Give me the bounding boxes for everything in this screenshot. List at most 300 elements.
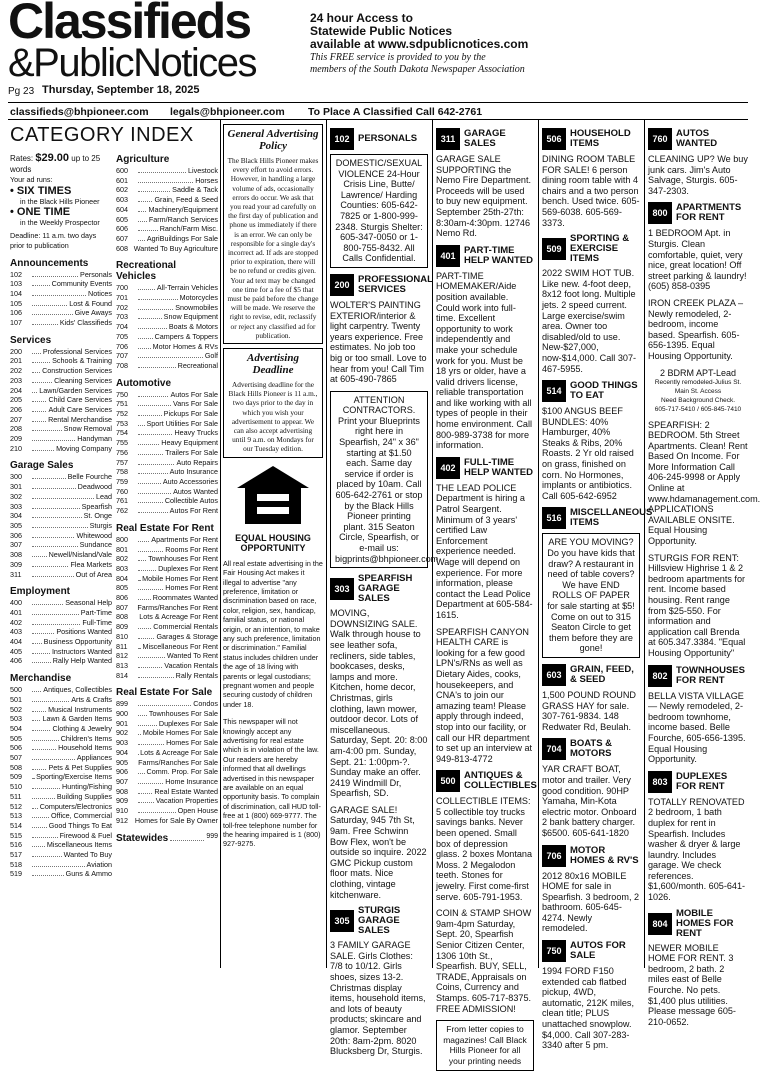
- index-col1: [10, 149, 112, 879]
- index-item[interactable]: [116, 806, 218, 816]
- index-item[interactable]: [116, 205, 218, 215]
- index-item[interactable]: [116, 738, 218, 748]
- ad-beef: $100 ANGUS BEEF BUNDLES: 40% Hamburger, 40% Steaks & Ribs, 20% Roasts. 2 Yr old raised on grass, finished on corn. No Hormones, implants or antibiotics. Call 605-642-6952: [542, 406, 640, 501]
- index-item[interactable]: [116, 195, 218, 205]
- index-sections-right: [116, 154, 218, 825]
- index-item-number: 703: [116, 312, 136, 322]
- dot-leader: [32, 831, 58, 838]
- index-item-label: Mobile Homes For Sale: [143, 728, 218, 738]
- index-item[interactable]: [10, 734, 112, 744]
- index-item-label: Snow Equipment: [164, 312, 218, 322]
- index-item[interactable]: [116, 458, 218, 468]
- index-item-number: 301: [10, 482, 30, 492]
- index-item[interactable]: [116, 215, 218, 225]
- index-item-label: AgriBuildings For Sale: [147, 234, 218, 244]
- index-item[interactable]: [116, 816, 218, 826]
- dot-leader: [138, 303, 173, 310]
- policy-body: The Black Hills Pioneer makes every effort to avoid errors. However, in handling a large volume of ads, occasionally errors do occur. We ask that you read your ad carefully on the first day of publication and phone us immediately if there is an error. We can only be responsible for a single day's incorrect ad. If ads are stopped prior to expiration, there will be no refund or credits given. Your ad text may be changed one time for a fee of $5 that must be paid before the change will be made. We reserve the right to revise, edit, reclassify or reject any classified ad for publication.: [227, 156, 319, 340]
- index-item-number: 401: [10, 608, 30, 618]
- index-item[interactable]: [10, 482, 112, 492]
- index-item[interactable]: [10, 502, 112, 512]
- index-item-label: Full-Time: [82, 618, 112, 628]
- index-item-label: Newell/Nisland/Vale: [49, 550, 112, 560]
- index-item-number: 899: [116, 699, 136, 709]
- index-item-number: 607: [116, 234, 136, 244]
- index-item[interactable]: [10, 521, 112, 531]
- index-item-number: 511: [10, 792, 30, 802]
- index-item-label: Miscellaneous For Rent: [142, 642, 218, 652]
- index-item[interactable]: [10, 550, 112, 560]
- divider-contact: [8, 119, 748, 120]
- index-item[interactable]: [10, 695, 112, 705]
- dot-leader: [32, 444, 54, 451]
- index-item[interactable]: [10, 753, 112, 763]
- index-item[interactable]: [10, 869, 112, 879]
- equal-housing-label: EQUAL HOUSING OPPORTUNITY: [223, 533, 323, 553]
- index-item[interactable]: [116, 438, 218, 448]
- index-item[interactable]: [116, 409, 218, 419]
- dot-leader: [32, 289, 86, 296]
- index-item[interactable]: [116, 758, 218, 768]
- ad-duplex: TOTALLY RENOVATED 2 bedroom, 1 bath duplex for rent in Spearfish. Includes washer & dryer & large laundry. Includes garage. We check references. $1,600/month. 605-641-1026.: [648, 797, 748, 903]
- index-item-label: Hunting/Fishing: [62, 782, 112, 792]
- index-item-label: Condos: [193, 699, 218, 709]
- ad-sturgis-apt: 1 BEDROOM Apt. in Sturgis. Clean comfortable, quiet, very nice, great location! Off street parking & laundry! (605) 858-0395: [648, 228, 748, 292]
- email-legals[interactable]: legals@bhpioneer.com: [170, 106, 285, 118]
- promo-block: [310, 12, 740, 51]
- index-item[interactable]: [116, 166, 218, 176]
- category-header-804: 804 MOBILE HOMES FOR RENT: [648, 909, 748, 939]
- index-item[interactable]: [10, 347, 112, 357]
- index-item[interactable]: [116, 332, 218, 342]
- index-item-label: Arts & Crafts: [71, 695, 112, 705]
- index-item-number: 514: [10, 821, 30, 831]
- index-item[interactable]: [10, 714, 112, 724]
- index-item-label: Auto Accessories: [163, 477, 218, 487]
- index-item[interactable]: [116, 390, 218, 400]
- index-item-label: Comm. Prop. For Sale: [147, 767, 219, 777]
- index-item-label: Motor Homes & RVs: [153, 342, 218, 352]
- dot-leader: [138, 671, 174, 678]
- index-section-title: Real Estate For Rent: [116, 523, 218, 534]
- index-item-number: 811: [116, 642, 136, 652]
- index-item[interactable]: [10, 763, 112, 773]
- dot-leader: [138, 215, 147, 222]
- index-item[interactable]: [10, 685, 112, 695]
- dot-leader: [138, 409, 162, 416]
- index-item[interactable]: [10, 308, 112, 318]
- index-item[interactable]: [116, 185, 218, 195]
- dot-leader: [138, 361, 176, 368]
- index-item[interactable]: [116, 351, 218, 361]
- index-item[interactable]: [116, 467, 218, 477]
- index-item-number: 905: [116, 758, 134, 768]
- dot-leader: [32, 695, 69, 702]
- dot-leader: [138, 554, 146, 561]
- index-item[interactable]: [10, 356, 112, 366]
- index-item[interactable]: [116, 593, 218, 603]
- index-item-label: Mobile Homes For Rent: [142, 574, 218, 584]
- index-item-number: 207: [10, 415, 30, 425]
- email-classifieds[interactable]: classifieds@bhpioneer.com: [10, 106, 149, 118]
- index-item-number: 104: [10, 289, 30, 299]
- index-item-label: Cleaning Services: [54, 376, 112, 386]
- index-item[interactable]: [116, 642, 218, 652]
- ad-domestic-violence: DOMESTIC/SEXUAL VIOLENCE 24-Hour Crisis Line, Butte/ Lawrence/ Harding Counties: 605-642-7825 or 1-800-999-2348. Sturgis Shelter: 605-347-0050 or 1-800-755-8432. All Calls Confidential.: [330, 154, 428, 268]
- index-section-title: Recreational Vehicles: [116, 260, 218, 282]
- index-item[interactable]: [10, 434, 112, 444]
- dot-leader: [138, 487, 171, 494]
- index-item[interactable]: [116, 787, 218, 797]
- index-item[interactable]: [116, 748, 218, 758]
- index-item[interactable]: [10, 627, 112, 637]
- dot-leader: [138, 699, 191, 706]
- index-item-label: Office, Commercial: [51, 811, 112, 821]
- dot-leader: [138, 574, 140, 581]
- index-item[interactable]: [10, 444, 112, 454]
- index-item-number: 506: [10, 743, 30, 753]
- index-item-number: 209: [10, 434, 30, 444]
- index-item[interactable]: [116, 583, 218, 593]
- index-col2: [116, 147, 218, 879]
- index-statewides[interactable]: Statewides 999: [116, 833, 218, 844]
- index-item[interactable]: [10, 656, 112, 666]
- index-item[interactable]: [116, 506, 218, 516]
- dot-leader: [138, 185, 170, 192]
- index-item[interactable]: [10, 831, 112, 841]
- index-item-label: Pets & Pet Supplies: [48, 763, 112, 773]
- index-item-label: Ranch/Farm Misc.: [160, 224, 218, 234]
- dot-leader: [32, 811, 49, 818]
- masthead-title: Classifieds: [8, 0, 250, 48]
- index-item[interactable]: [10, 647, 112, 657]
- dot-leader: [138, 458, 174, 465]
- index-item[interactable]: [10, 279, 112, 289]
- index-item[interactable]: [116, 535, 218, 545]
- index-item-label: Moving Company: [56, 444, 112, 454]
- index-item[interactable]: [116, 283, 218, 293]
- dot-leader: [138, 399, 171, 406]
- index-item[interactable]: [10, 850, 112, 860]
- index-item-label: Computers/Electronics: [40, 802, 112, 812]
- index-item[interactable]: [10, 424, 112, 434]
- index-item[interactable]: [116, 399, 218, 409]
- index-item-label: Auto Repairs: [176, 458, 218, 468]
- dot-leader: [32, 860, 85, 867]
- index-item-number: 761: [116, 496, 136, 506]
- index-item[interactable]: [116, 244, 218, 254]
- dot-leader: [32, 570, 74, 577]
- index-item[interactable]: [116, 796, 218, 806]
- dot-leader: [138, 496, 163, 503]
- index-item[interactable]: [116, 777, 218, 787]
- index-item[interactable]: [10, 598, 112, 608]
- index-item-label: Farm/Ranch Services: [149, 215, 218, 225]
- index-item[interactable]: [116, 361, 218, 371]
- index-item-label: Community Events: [52, 279, 112, 289]
- index-item[interactable]: [10, 705, 112, 715]
- dot-leader: [138, 777, 163, 784]
- index-item-number: 305: [10, 521, 30, 531]
- index-item[interactable]: [10, 618, 112, 628]
- index-item[interactable]: [10, 270, 112, 280]
- index-item[interactable]: [116, 574, 218, 584]
- index-item[interactable]: [116, 632, 218, 642]
- index-item-label: Child Care Services: [48, 395, 112, 405]
- index-item-number: 516: [10, 840, 30, 850]
- index-item[interactable]: [10, 540, 112, 550]
- index-item-label: Boats & Motors: [169, 322, 218, 332]
- index-item[interactable]: [10, 802, 112, 812]
- index-item-number: 311: [10, 570, 30, 580]
- category-header-500: 500 ANTIQUES & COLLECTIBLES: [436, 770, 534, 792]
- index-item-label: Machinery/Equipment: [148, 205, 218, 215]
- index-item[interactable]: [10, 531, 112, 541]
- index-item[interactable]: [116, 322, 218, 332]
- index-item[interactable]: [116, 699, 218, 709]
- index-item[interactable]: [116, 612, 218, 622]
- promo-link[interactable]: available at www.sdpublicnotices.com: [310, 38, 740, 51]
- promo-line1: 24 hour Access to: [310, 12, 740, 25]
- index-item-number: 706: [116, 342, 136, 352]
- index-item-number: 708: [116, 361, 136, 371]
- index-item[interactable]: [10, 772, 112, 782]
- index-item[interactable]: [10, 415, 112, 425]
- index-item-label: Wanted To Rent: [167, 651, 218, 661]
- dot-leader: [32, 734, 59, 741]
- index-item-number: 809: [116, 622, 136, 632]
- index-item-number: 758: [116, 467, 136, 477]
- index-item[interactable]: [116, 448, 218, 458]
- index-item-number: 808: [116, 612, 135, 622]
- index-item-number: 502: [10, 705, 30, 715]
- dot-leader: [32, 850, 62, 857]
- index-item-label: Firewood & Fuel: [60, 831, 112, 841]
- page-number: Pg 23: [8, 86, 34, 97]
- index-item[interactable]: [10, 395, 112, 405]
- ad-homemaker: PART-TIME HOMEMAKER/Aide position available. Could work into full-time. Excellent opportunity to work independently and make your schedule work for you. Must be 18 yrs or older, have a valid drivers license, reliable transportation and like working with all types of people in their home environment. Call 800-989-3738 for more information.: [436, 271, 534, 451]
- index-item-number: 606: [116, 224, 136, 234]
- index-item[interactable]: [10, 782, 112, 792]
- index-item[interactable]: [10, 299, 112, 309]
- index-item[interactable]: [116, 477, 218, 487]
- category-header-200: 200 PROFESSIONAL SERVICES: [330, 274, 428, 296]
- ad-mobile-rent: NEWER MOBILE HOME FOR RENT. 3 bedroom, 2 bath. 2 miles east of Belle Fourche. No pets. $1,400 plus utilities. Please message 605-210-0652.: [648, 943, 748, 1028]
- index-item-number: 751: [116, 399, 136, 409]
- index-item-label: Garages & Storage: [156, 632, 218, 642]
- index-item[interactable]: [116, 564, 218, 574]
- index-item-label: Townhouses For Sale: [149, 709, 218, 719]
- index-item[interactable]: [116, 767, 218, 777]
- dot-leader: [32, 424, 62, 431]
- index-item-label: Lost & Found: [69, 299, 112, 309]
- index-deadline: Deadline: 11 a.m. two days prior to publication: [10, 231, 112, 250]
- index-item[interactable]: [116, 709, 218, 719]
- index-item[interactable]: [10, 366, 112, 376]
- dot-leader: [32, 840, 45, 847]
- index-item-number: 204: [10, 386, 30, 396]
- index-item-number: 762: [116, 506, 136, 516]
- ad-boat: YAR CRAFT BOAT, motor and trailer. Very good condition. 90HP Yamaha, Min-Kota electric motor. Onboard 2 bank battery charger. $6500. 605-641-1820: [542, 764, 640, 838]
- dot-leader: [32, 792, 55, 799]
- dot-leader: [32, 492, 94, 499]
- category-header-506: 506 HOUSEHOLD ITEMS: [542, 128, 640, 150]
- promo-line2: Statewide Public Notices: [310, 25, 740, 38]
- index-item[interactable]: [116, 545, 218, 555]
- dot-leader: [32, 386, 37, 393]
- index-item[interactable]: [116, 312, 218, 322]
- index-item[interactable]: [10, 560, 112, 570]
- category-header-760: 760 AUTOS WANTED: [648, 128, 748, 150]
- ad-collectibles: COLLECTIBLE ITEMS: 5 collectible toy trucks savings banks. Never been opened. Small box of depression glass. 2 boxes Montana Moss. 2 Megalodon teeth. Stones for jewelry. First come-first serve. 605-791-1953.: [436, 796, 534, 902]
- index-item-number: 802: [116, 554, 136, 564]
- index-item-label: Professional Services: [43, 347, 112, 357]
- index-item[interactable]: [10, 724, 112, 734]
- index-item-label: Heavy Trucks: [174, 428, 218, 438]
- dot-leader: [32, 347, 41, 354]
- index-item[interactable]: [116, 661, 218, 671]
- index-item-number: 517: [10, 850, 30, 860]
- index-item[interactable]: [116, 428, 218, 438]
- index-item[interactable]: [10, 376, 112, 386]
- index-item[interactable]: [116, 224, 218, 234]
- index-item[interactable]: [116, 342, 218, 352]
- index-item[interactable]: [116, 176, 218, 186]
- index-item[interactable]: [116, 303, 218, 313]
- index-item[interactable]: [10, 289, 112, 299]
- ads-column-1: [330, 124, 428, 969]
- index-item-label: Belle Fourche: [68, 472, 112, 482]
- equal-housing-logo: [223, 464, 323, 531]
- index-item-number: 508: [10, 763, 30, 773]
- dot-leader: [138, 632, 154, 639]
- index-item-number: 803: [116, 564, 136, 574]
- index-item-number: 907: [116, 777, 136, 787]
- dot-leader: [138, 506, 168, 513]
- index-item[interactable]: [116, 487, 218, 497]
- ad-lead-apt: 2 BDRM APT-Lead Recently remodeled-Julius St. Main St. Access Need Background Check. 605-717-5410 / 605-845-7410: [648, 368, 748, 414]
- category-header-509: 509 SPORTING & EXERCISE ITEMS: [542, 234, 640, 264]
- ad-junk-cars: CLEANING UP? We buy junk cars. Jim's Auto Salvage, Sturgis. 605-347-2303.: [648, 154, 748, 196]
- index-item-label: Sundance: [80, 540, 112, 550]
- dot-leader: [32, 472, 66, 479]
- index-item-label: Farms/Ranches For Sale: [138, 758, 218, 768]
- index-item[interactable]: [10, 840, 112, 850]
- index-item[interactable]: [10, 386, 112, 396]
- index-item-number: 601: [116, 176, 136, 186]
- dot-leader: [32, 685, 41, 692]
- index-item[interactable]: [116, 554, 218, 564]
- index-item[interactable]: [10, 811, 112, 821]
- index-item-number: 519: [10, 869, 30, 879]
- index-item[interactable]: [116, 496, 218, 506]
- index-item[interactable]: [116, 234, 218, 244]
- index-item-number: 700: [116, 283, 136, 293]
- index-item[interactable]: [10, 860, 112, 870]
- index-item[interactable]: [10, 472, 112, 482]
- ad-mobile-home: 2012 80x16 MOBILE HOME for sale in Spearfish. 3 bedroom, 2 bathroom. 605-645-4274. Newly remodeled.: [542, 871, 640, 935]
- index-item-number: 702: [116, 303, 136, 313]
- index-item-number: 903: [116, 738, 136, 748]
- index-item-label: All-Terrain Vehicles: [157, 283, 218, 293]
- index-item-label: Lawn & Garden Items: [42, 714, 112, 724]
- index-item-number: 503: [10, 714, 30, 724]
- index-item-label: Adult Care Services: [48, 405, 112, 415]
- index-item[interactable]: [116, 719, 218, 729]
- index-item-label: Duplexes For Sale: [159, 719, 218, 729]
- index-item-number: 106: [10, 308, 30, 318]
- column-rule: [644, 120, 645, 968]
- index-item[interactable]: [116, 671, 218, 681]
- dot-leader: [138, 738, 164, 745]
- index-item-number: 500: [10, 685, 30, 695]
- dot-leader: [32, 415, 46, 422]
- index-item[interactable]: [10, 570, 112, 580]
- index-item[interactable]: [10, 743, 112, 753]
- index-item-number: 600: [116, 166, 136, 176]
- dot-leader: [32, 705, 46, 712]
- index-item-label: Recreational: [178, 361, 218, 371]
- dot-leader: [138, 642, 140, 649]
- index-item-number: 900: [116, 709, 136, 719]
- column-rule: [326, 120, 327, 968]
- index-item[interactable]: [10, 792, 112, 802]
- index-item-number: 805: [116, 583, 136, 593]
- category-header-516: 516 MISCELLANEOUS ITEMS: [542, 507, 640, 529]
- dot-leader: [32, 608, 79, 615]
- index-item-label: Personals: [80, 270, 112, 280]
- index-item-number: 806: [116, 593, 136, 603]
- index-item[interactable]: [116, 293, 218, 303]
- index-item[interactable]: [10, 492, 112, 502]
- ad-blueprints: ATTENTION CONTRACTORS. Print your Blueprints right here in Spearfish, 24" x 36" starting at $1.50 each. Same day service if order is placed by 10am. Call 605-642-2761 or stop by the Black Hills Pioneer printing plant. 315 Seaton Circle, Spearfish, or e-mail us: bigprints@bhpioneer.com: [330, 391, 428, 569]
- index-item[interactable]: [10, 637, 112, 647]
- index-item-label: Clothing & Jewelry: [52, 724, 112, 734]
- index-item[interactable]: [116, 622, 218, 632]
- dot-leader: [32, 869, 64, 876]
- dot-leader: [32, 540, 78, 547]
- index-item-label: Sport Utilities For Sale: [147, 419, 219, 429]
- index-item[interactable]: [10, 821, 112, 831]
- dot-leader: [32, 772, 34, 779]
- dot-leader: [32, 782, 60, 789]
- index-item-label: Out of Area: [76, 570, 112, 580]
- index-item[interactable]: [116, 603, 218, 613]
- index-item[interactable]: [10, 608, 112, 618]
- index-item-label: Good Things To Eat: [49, 821, 112, 831]
- index-item-number: 402: [10, 618, 30, 628]
- index-item-number: 760: [116, 487, 136, 497]
- dot-leader: [32, 299, 67, 306]
- index-item-label: Vacation Properties: [156, 796, 218, 806]
- category-header-750: 750 AUTOS FOR SALE: [542, 940, 640, 962]
- index-item[interactable]: [10, 318, 112, 328]
- index-section-title: Real Estate For Sale: [116, 687, 218, 698]
- index-item-label: Lots & Acreage For Rent: [139, 612, 218, 622]
- index-item[interactable]: [10, 405, 112, 415]
- index-item[interactable]: [10, 511, 112, 521]
- index-item-number: 910: [116, 806, 136, 816]
- index-item[interactable]: [116, 419, 218, 429]
- fair-housing-text: All real estate advertising in the Fair Housing Act makes it illegal to advertise "any preference, limitation or discrimination based on race, color, religion, sex, handicap, familial status, or national origin, or an intention, to make any such preference, limitation or discrimination." Familial status includes children under the age of 18 living with parents or legal custodians; pregnant women and people securing custody of children under 18.: [223, 559, 323, 710]
- index-item-number: 515: [10, 831, 30, 841]
- index-item[interactable]: [116, 728, 218, 738]
- index-item[interactable]: [116, 651, 218, 661]
- index-item-label: Rally Help Wanted: [53, 656, 112, 666]
- index-item-number: 105: [10, 299, 30, 309]
- index-item-label: Collectible Autos: [165, 496, 218, 506]
- ad-moving-sale: MOVING, DOWNSIZING SALE. Walk through house to see leather sofa, recliners, side tables, bookcases, desks, lamps and more. Kitchen, home decor, Christmas, girls clothing, lawn mower, outdoor decor. Lots of miscellaneous. Saturday, Sept. 20: 8:00 am-4:00 pm. Sunday, Sept. 21: 1:00pm-?. Sunday make an offer. 2419 Windmill Dr, Spearfish, SD.: [330, 608, 428, 799]
